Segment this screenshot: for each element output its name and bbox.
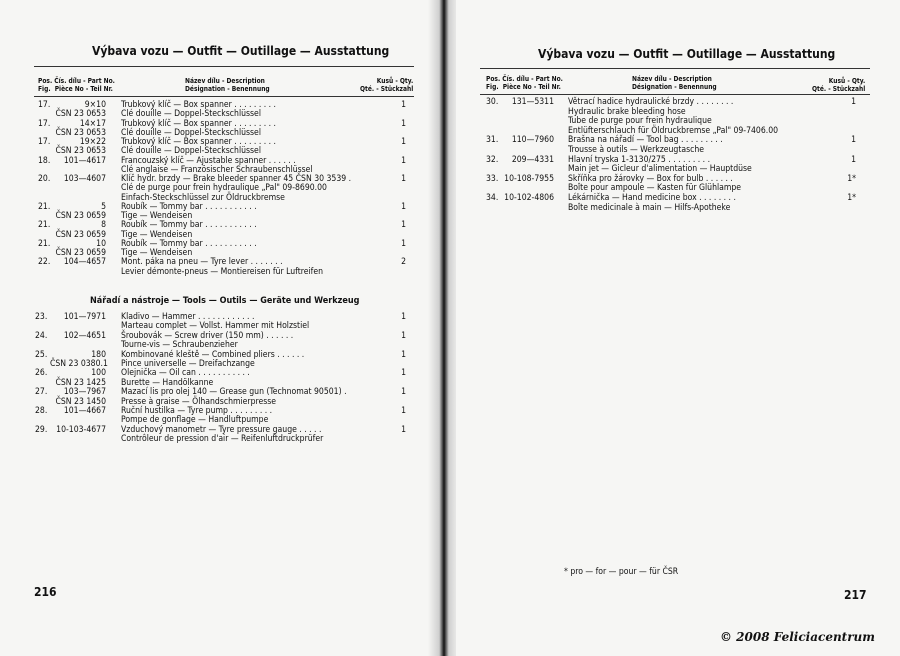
quantity: 1	[401, 174, 406, 184]
quantity: 1	[401, 155, 406, 166]
description: Tube de purge pour frein hydraulique	[568, 116, 712, 127]
quantity: 1	[851, 135, 856, 146]
quantity: 1	[401, 220, 406, 231]
position-number: 23.	[35, 312, 48, 322]
position-number: 21.	[38, 220, 51, 231]
description: Mont. páka na pneu — Tyre lever . . . . . . .	[121, 257, 283, 268]
copyright-watermark: © 2008 Feliciacentrum	[720, 630, 875, 644]
quantity: 1	[401, 406, 406, 416]
position-number: 21.	[38, 201, 51, 212]
position-number: 29.	[35, 424, 48, 435]
table-row	[0, 268, 420, 278]
title-rule	[480, 68, 870, 69]
description: Roubík — Tommy bar . . . . . . . . . . .	[121, 201, 257, 212]
quantity: 1	[401, 312, 406, 322]
description: Clé de purge pour frein hydraulique „Pal" 09-8690.00	[121, 183, 327, 194]
header-rule	[480, 94, 870, 95]
description: Clé douille — Doppel-Steckschlüssel	[121, 127, 261, 138]
part-number: 104—4657	[63, 257, 106, 268]
description: Trousse à outils — Werkzeugtasche	[568, 145, 705, 155]
part-number: 103—7967	[63, 387, 106, 398]
description: Presse à graise — Ölhandschmierpresse	[121, 396, 277, 407]
description: Burette — Handölkanne	[121, 377, 214, 388]
table-row	[456, 204, 876, 214]
position-number: 17.	[38, 100, 51, 110]
description: Trubkový klíč — Box spanner . . . . . . . . .	[121, 118, 277, 129]
quantity: 1	[401, 238, 406, 249]
description: Einfach-Steckschlüssel zur Öldruckbremse	[121, 192, 285, 203]
right-page	[456, 0, 900, 656]
part-number: 209—4331	[511, 154, 554, 165]
position-number: 18.	[38, 155, 51, 166]
part-number: 101—7971	[63, 312, 106, 322]
quantity: 1*	[847, 173, 856, 184]
quantity: 1	[401, 100, 406, 110]
description: Boîte medicinale à main — Hilfs-Apotheke	[568, 202, 731, 213]
description: Francouzský klíč — Ajustable spanner . . . . . .	[121, 155, 296, 166]
position-number: 32.	[486, 154, 499, 165]
left-page-title: Výbava vozu — Outfit — Outillage — Ausstattung	[92, 44, 390, 58]
description: Lékárnička — Hand medicine box . . . . . . . .	[568, 193, 736, 203]
part-number: ČSN 23 1450	[55, 396, 106, 407]
description: Kombinované kleště — Combined pliers . . . . . .	[121, 349, 305, 360]
quantity: 1	[401, 368, 406, 379]
description: Roubík — Tommy bar . . . . . . . . . . .	[121, 220, 257, 231]
position-number: 31.	[486, 135, 499, 146]
description: Levier démonte-pneus — Montiereisen für Luftreifen	[121, 266, 324, 277]
description: Trubkový klíč — Box spanner . . . . . . . . .	[121, 137, 277, 147]
description: Mazací lis pro olej 140 — Grease gun (Technomat 90501) .	[121, 387, 347, 398]
quantity: 1*	[847, 193, 856, 203]
description: Šroubovák — Screw driver (150 mm) . . . . . .	[121, 330, 294, 341]
part-number: 10-103-4677	[56, 424, 106, 435]
quantity: 1	[851, 97, 856, 107]
description: Větrací hadice hydraulické brzdy . . . . . . . .	[568, 97, 734, 107]
description: Contrôleur de pression d'air — Reifenluftdruckprüfer	[121, 434, 324, 445]
description: Pompe de gonflage — Handluftpumpe	[121, 415, 269, 426]
part-number: ČSN 23 0653	[55, 146, 106, 157]
description: Hydraulic brake bleeding hose	[568, 106, 686, 117]
quantity: 1	[851, 154, 856, 165]
part-number: 9×10	[84, 100, 106, 110]
part-number: ČSN 23 0659	[55, 248, 106, 258]
header-rule	[34, 96, 414, 97]
quantity: 1	[401, 118, 406, 129]
part-number: 180	[91, 349, 106, 360]
description: Boîte pour ampoule — Kasten für Glühlampe	[568, 183, 742, 194]
description: Olejnička — Oil can . . . . . . . . . . .	[121, 368, 250, 379]
part-number: ČSN 23 0380.1	[50, 359, 108, 369]
col-header-part-no: Pos. Čís. dílu - Part No. Fig. Pièce No - Teil Nr.	[486, 75, 563, 91]
description: Tige — Wendeisen	[121, 229, 193, 240]
footnote: * pro — for — pour — für ČSR	[564, 567, 679, 577]
part-number: 10-102-4806	[504, 193, 554, 203]
description: Main jet — Gicleur d'alimentation — Hauptdüse	[568, 164, 752, 175]
part-number: 102—4651	[63, 330, 106, 341]
page-number-right: 217	[844, 588, 867, 602]
part-number: ČSN 23 1425	[55, 377, 106, 388]
position-number: 34.	[486, 193, 499, 203]
part-number: 110—7960	[511, 135, 554, 146]
position-number: 17.	[38, 118, 51, 129]
description: Skříňka pro žárovky — Box for bulb . . . . . .	[568, 173, 733, 184]
col-header-description: Název dílu - Description Désignation - Benennung	[185, 77, 270, 93]
position-number: 27.	[35, 387, 48, 398]
description: Entlüfterschlauch für Öldruckbremse „Pal" 09-7406.00	[568, 125, 779, 136]
quantity: 1	[401, 137, 406, 147]
description: Roubík — Tommy bar . . . . . . . . . . .	[121, 238, 257, 249]
description: Tourne-vis — Schraubenzieher	[121, 340, 238, 351]
position-number: 20.	[38, 174, 51, 184]
col-header-description: Název dílu - Description Désignation - Benennung	[632, 75, 717, 91]
left-page	[0, 0, 432, 656]
part-number: ČSN 23 0659	[55, 229, 106, 240]
description: Klíč hydr. brzdy — Brake bleeder spanner 45 ČSN 30 3539 .	[121, 174, 352, 184]
description: Trubkový klíč — Box spanner . . . . . . . . .	[121, 100, 277, 110]
description: Marteau complet — Vollst. Hammer mit Holzstiel	[121, 321, 310, 332]
description: Clé douille — Doppel-Steckschlüssel	[121, 109, 261, 120]
title-rule	[34, 66, 414, 67]
position-number: 28.	[35, 406, 48, 416]
description: Brašna na nářadí — Tool bag . . . . . . . . .	[568, 135, 723, 146]
part-number: 10-108-7955	[504, 173, 554, 184]
description: Kladivo — Hammer . . . . . . . . . . . .	[121, 312, 255, 322]
part-number: 101—4617	[63, 155, 106, 166]
quantity: 1	[401, 330, 406, 341]
part-number: 19×22	[79, 137, 106, 147]
position-number: 26.	[35, 368, 48, 379]
tools-section-heading: Nářadí a nástroje — Tools — Outils — Geräte und Werkzeug	[90, 296, 360, 306]
part-number: 5	[101, 201, 106, 212]
col-header-qty: Kusů - Qty. Qté. - Stückzahl	[812, 77, 866, 93]
page-number-left: 216	[34, 585, 57, 599]
description: Clé anglaise — Französischer Schraubenschlüssel	[121, 164, 313, 175]
position-number: 25.	[35, 349, 48, 360]
quantity: 2	[401, 257, 406, 268]
quantity: 1	[401, 387, 406, 398]
quantity: 1	[401, 424, 406, 435]
col-header-part-no: Pos. Čís. dílu - Part No. Fig. Pièce No - Teil Nr.	[38, 77, 115, 93]
part-number: ČSN 23 0653	[55, 109, 106, 120]
position-number: 17.	[38, 137, 51, 147]
part-number: 14×17	[79, 118, 106, 129]
position-number: 21.	[38, 238, 51, 249]
position-number: 22.	[38, 257, 51, 268]
part-number: 103—4607	[63, 174, 106, 184]
part-number: 100	[91, 368, 106, 379]
description: Ruční hustilka — Tyre pump . . . . . . . . .	[121, 406, 273, 416]
part-number: 101—4667	[63, 406, 106, 416]
description: Pince universelle — Dreifachzange	[121, 359, 255, 369]
part-number: 131—5311	[511, 97, 554, 107]
part-number: 10	[96, 238, 106, 249]
part-number: ČSN 23 0653	[55, 127, 106, 138]
col-header-qty: Kusů - Qty. Qté. - Stückzahl	[360, 77, 414, 93]
description: Tige — Wendeisen	[121, 211, 193, 221]
quantity: 1	[401, 201, 406, 212]
position-number: 33.	[486, 173, 499, 184]
right-page-title: Výbava vozu — Outfit — Outillage — Ausstattung	[538, 47, 836, 61]
description: Hlavní tryska 1-3130/275 . . . . . . . . .	[568, 154, 711, 165]
table-row	[0, 435, 420, 445]
description: Tige — Wendeisen	[121, 248, 193, 258]
description: Vzduchový manometr — Tyre pressure gauge . . . . .	[121, 424, 322, 435]
part-number: ČSN 23 0659	[55, 211, 106, 221]
description: Clé douille — Doppel-Steckschlüssel	[121, 146, 261, 157]
position-number: 24.	[35, 330, 48, 341]
part-number: 8	[101, 220, 106, 231]
position-number: 30.	[486, 97, 499, 107]
quantity: 1	[401, 349, 406, 360]
